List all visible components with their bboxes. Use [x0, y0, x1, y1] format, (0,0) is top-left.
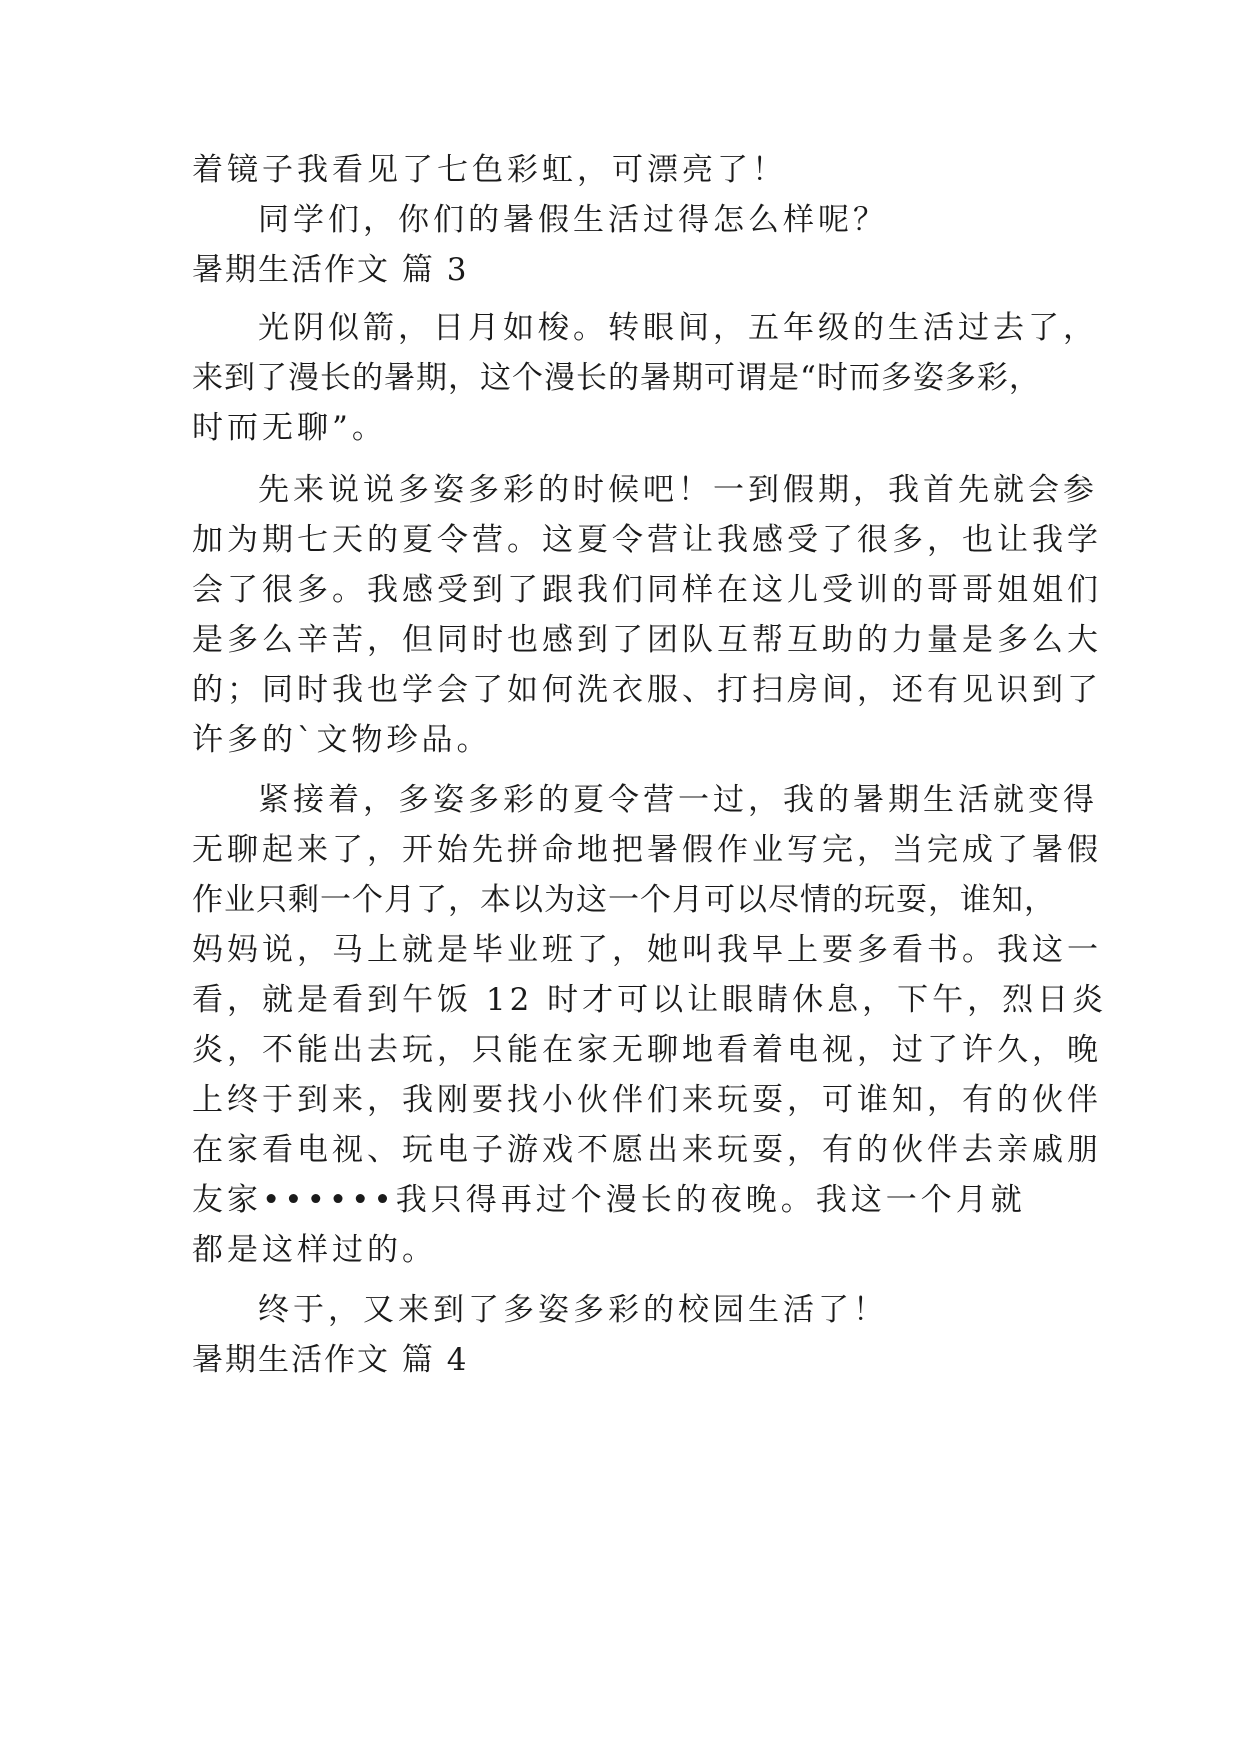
text-line: 许多的`文物珍品。 [192, 722, 492, 758]
text-line: 作业只剩一个月了，本以为这一个月可以尽情的玩耍，谁知， [192, 882, 1056, 918]
text-line: 光阴似箭，日月如梭。转眼间，五年级的生活过去了， [258, 310, 1098, 346]
text-line: 看，就是看到午饭 12 时才可以让眼睛休息，下午，烈日炎 [192, 982, 1108, 1018]
text-line: 先来说说多姿多彩的时候吧！一到假期，我首先就会参 [258, 472, 1098, 508]
text-line: 会了很多。我感受到了跟我们同样在这儿受训的哥哥姐姐们 [192, 572, 1102, 608]
text-line: 上终于到来，我刚要找小伙伴们来玩耍，可谁知，有的伙伴 [192, 1082, 1102, 1118]
text-line: 同学们，你们的暑假生活过得怎么样呢？ [258, 202, 888, 238]
text-line: 无聊起来了，开始先拼命地把暑假作业写完，当完成了暑假 [192, 832, 1102, 868]
section-heading: 暑期生活作文 篇 3 [192, 252, 469, 288]
text-line: 妈妈说，马上就是毕业班了，她叫我早上要多看书。我这一 [192, 932, 1102, 968]
text-line: 在家看电视、玩电子游戏不愿出来玩耍，有的伙伴去亲戚朋 [192, 1132, 1102, 1168]
text-line: 紧接着，多姿多彩的夏令营一过，我的暑期生活就变得 [258, 782, 1098, 818]
text-line: 时而无聊”。 [192, 410, 387, 446]
text-line: 来到了漫长的暑期，这个漫长的暑期可谓是“时而多姿多彩， [192, 360, 1041, 396]
text-line: 友家••••••我只得再过个漫长的夜晚。我这一个月就 [192, 1182, 1026, 1218]
text-line: 的；同时我也学会了如何洗衣服、打扫房间，还有见识到了 [192, 672, 1102, 708]
section-heading: 暑期生活作文 篇 4 [192, 1342, 469, 1378]
text-line: 都是这样过的。 [192, 1232, 437, 1268]
text-line: 炎，不能出去玩，只能在家无聊地看着电视，过了许久，晚 [192, 1032, 1102, 1068]
text-line: 着镜子我看见了七色彩虹，可漂亮了！ [192, 152, 787, 188]
text-line: 是多么辛苦，但同时也感到了团队互帮互助的力量是多么大 [192, 622, 1102, 658]
text-line: 加为期七天的夏令营。这夏令营让我感受了很多，也让我学 [192, 522, 1102, 558]
text-line: 终于，又来到了多姿多彩的校园生活了！ [258, 1292, 888, 1328]
